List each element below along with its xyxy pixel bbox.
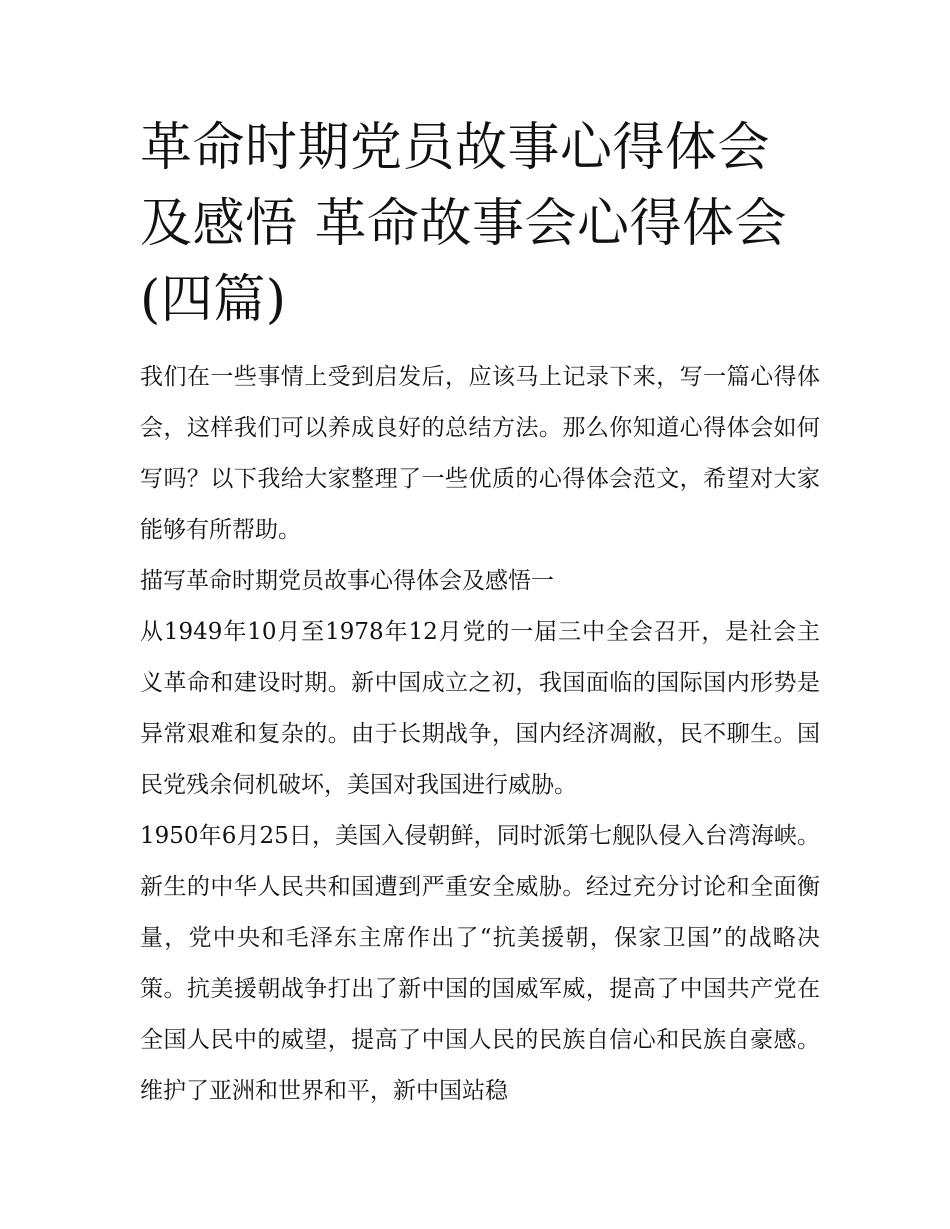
intro-paragraph: 我们在一些事情上受到启发后，应该马上记录下来，写一篇心得体会，这样我们可以养成良好的总结方法。那么你知道心得体会如何写吗？以下我给大家整理了一些优质的心得体会范文，希望对大家能够有所帮助。: [140, 364, 820, 543]
body-paragraph: 从1949年10月至1978年12月党的一届三中全会召开，是社会主义革命和建设时期。新中国成立之初，我国面临的国际国内形势是异常艰难和复杂的。由于长期战争，国内经济凋敝，民不聊生。国民党残余伺机破坏，美国对我国进行威胁。: [140, 619, 820, 798]
section-heading: 描写革命时期党员故事心得体会及感悟一: [140, 568, 554, 594]
body-paragraph: 1950年6月25日，美国入侵朝鲜，同时派第七舰队侵入台湾海峡。新生的中华人民共和国遭到严重安全威胁。经过充分讨论和全面衡量，党中央和毛泽东主席作出了“抗美援朝，保家卫国”的战略决策。抗美援朝战争打出了新中国的国威军威，提高了中国共产党在全国人民中的威望，提高了中国人民的民族自信心和民族自豪感。维护了亚洲和世界和平，新中国站稳: [140, 823, 820, 1104]
document-page: [140, 110, 820, 1117]
document-title: 革命时期党员故事心得体会及感悟 革命故事会心得体会(四篇): [140, 118, 788, 330]
